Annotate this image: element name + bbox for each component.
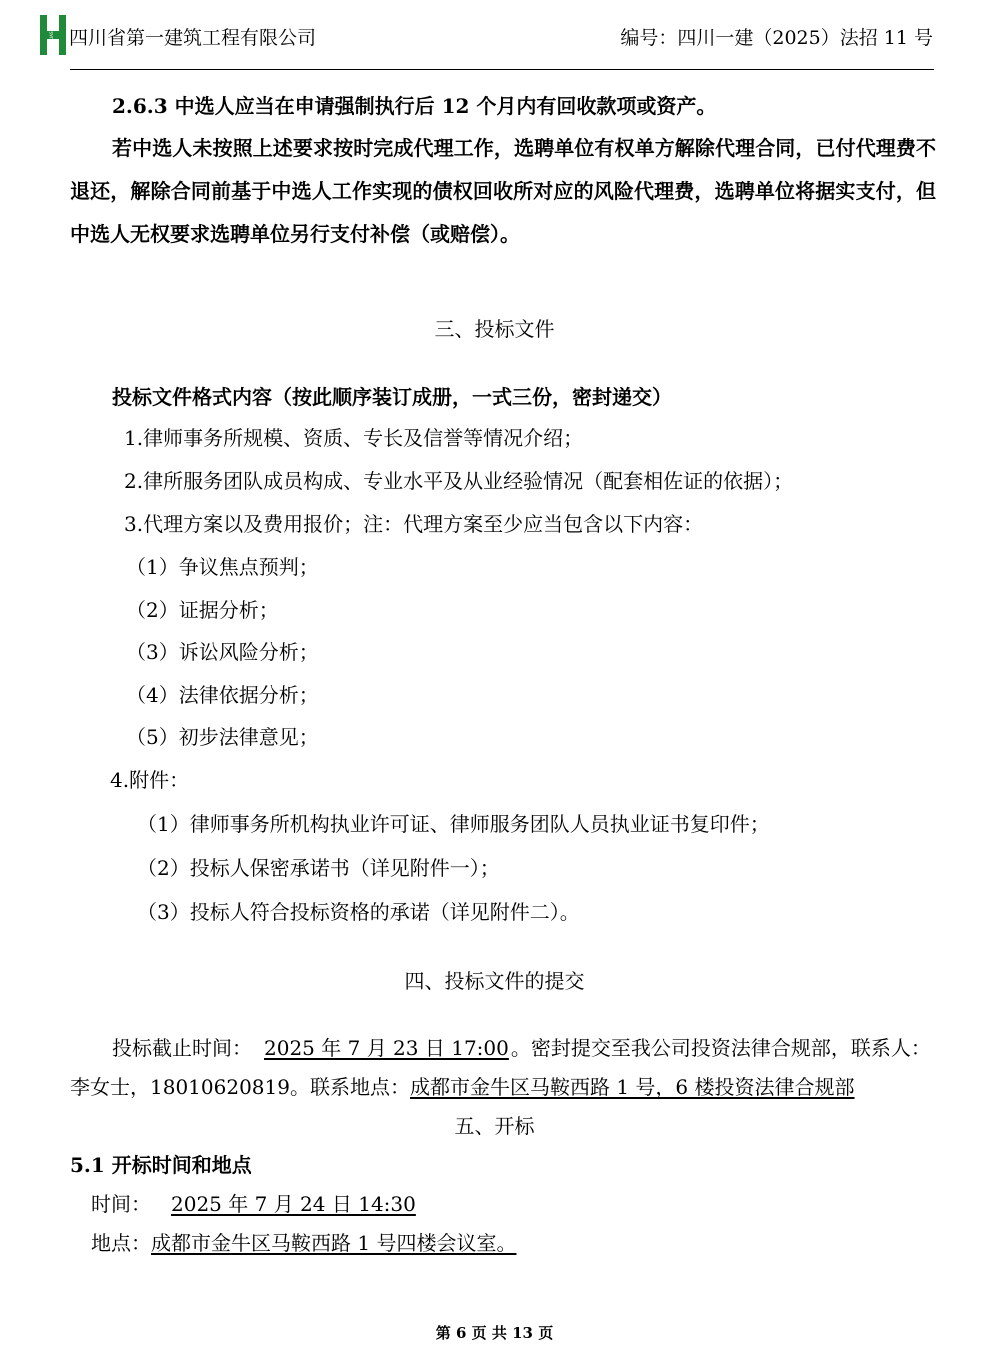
clause-2-6-3: 2.6.3 中选人应当在申请强制执行后 12 个月内有回收款项或资产。 (112, 94, 717, 118)
time-label: 时间： (91, 1192, 151, 1216)
attachment-item: （1）律师事务所机构执业许可证、律师服务团队人员执业证书复印件； (137, 812, 770, 836)
company-logo (40, 15, 66, 55)
opening-place-line (91, 1230, 516, 1256)
attachments-label: 4.附件： (110, 768, 190, 792)
sub-list-item: （2）证据分析； (126, 598, 279, 622)
section-4-title: 四、投标文件的提交 (404, 969, 585, 993)
format-heading: 投标文件格式内容（按此顺序装订成册，一式三份，密封递交） (112, 385, 672, 409)
header-divider (70, 69, 934, 70)
deadline-rest: 。密封提交至我公司投资法律合规部，联系人： (510, 1036, 931, 1060)
contact-line (70, 1074, 855, 1100)
deadline-label: 投标截止时间： (112, 1036, 252, 1060)
section-3-title: 三、投标文件 (434, 317, 555, 341)
header-company-name: 四川省第一建筑工程有限公司 (69, 27, 317, 49)
sub-list-item: （4）法律依据分析； (126, 683, 319, 707)
time-value: 2025 年 7 月 24 日 14:30 (171, 1192, 416, 1216)
place-label: 地点： (91, 1231, 151, 1255)
svg-text:HUASHI: HUASHI (49, 26, 54, 44)
section-5-title: 五、开标 (454, 1114, 535, 1138)
opening-time-line (91, 1191, 549, 1217)
list-item: 1.律师事务所规模、资质、专长及信誉等情况介绍； (124, 426, 584, 450)
place-value: 成都市金牛区马鞍西路 1 号四楼会议室。 (151, 1231, 517, 1255)
contact-label: 李女士，18010620819。联系地点： (70, 1075, 410, 1099)
clause-termination-paragraph: 若中选人未按照上述要求按时完成代理工作，选聘单位有权单方解除代理合同，已付代理费不退还，解除合同前基于中选人工作实现的债权回收所对应的风险代理费，选聘单位将据实支付，但中选人无权要求选聘单位另行支付补偿（或赔偿）。 (70, 136, 936, 246)
contact-address: 成都市金牛区马鞍西路 1 号，6 楼投资法律合规部 (409, 1075, 855, 1099)
attachment-item: （2）投标人保密承诺书（详见附件一）； (137, 856, 500, 880)
list-item: 3.代理方案以及费用报价；注：代理方案至少应当包含以下内容： (124, 512, 704, 536)
huashi-logo-icon (40, 15, 66, 55)
section-5-1-heading: 5.1 开标时间和地点 (70, 1153, 252, 1177)
page-number: 第 6 页 共 13 页 (435, 1324, 554, 1342)
deadline-line (112, 1035, 931, 1061)
attachment-item: （3）投标人符合投标资格的承诺（详见附件二）。 (137, 900, 580, 924)
sub-list-item: （5）初步法律意见； (126, 725, 319, 749)
sub-list-item: （1）争议焦点预判； (126, 555, 319, 579)
sub-list-item: （3）诉讼风险分析； (126, 640, 319, 664)
header-document-number: 编号：四川一建（2025）法招 11 号 (620, 27, 933, 49)
list-item: 2.律所服务团队成员构成、专业水平及从业经验情况（配套相佐证的依据）； (124, 469, 794, 493)
deadline-value: 2025 年 7 月 23 日 17:00 (264, 1036, 509, 1060)
